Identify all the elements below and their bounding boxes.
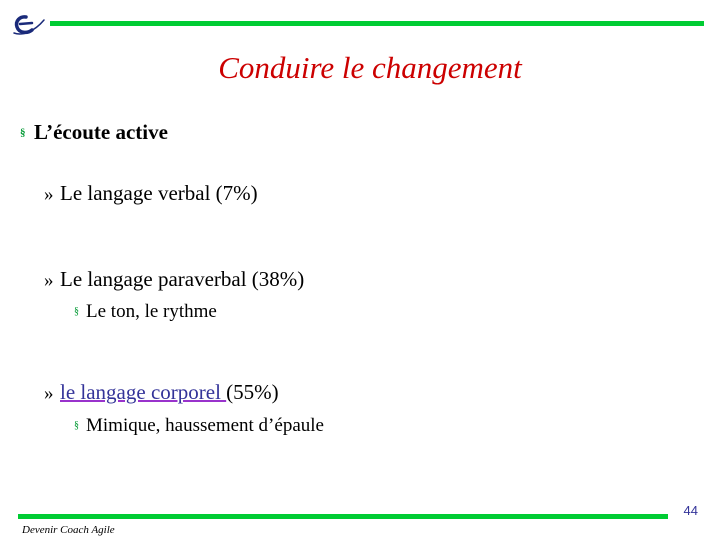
page-number: 44 bbox=[683, 503, 698, 518]
slide-title: Conduire le changement bbox=[218, 50, 522, 85]
sub-list-item-text: Le ton, le rythme bbox=[86, 301, 217, 322]
chevron-bullet-icon: » bbox=[44, 270, 54, 291]
square-bullet-icon: § bbox=[74, 306, 79, 317]
sub-list-item bbox=[74, 415, 324, 437]
square-bullet-icon: § bbox=[74, 420, 79, 431]
list-item-text: Le langage paraverbal (38%) bbox=[60, 267, 305, 291]
list-item bbox=[44, 267, 304, 292]
e-swirl-logo-icon bbox=[12, 12, 46, 38]
list-item bbox=[44, 380, 279, 405]
sub-list-item bbox=[74, 301, 217, 323]
list-item bbox=[44, 181, 258, 206]
chevron-bullet-icon: » bbox=[44, 184, 54, 205]
chevron-bullet-icon: » bbox=[44, 383, 54, 404]
list-item-text: (55%) bbox=[226, 380, 279, 404]
corporel-link[interactable]: le langage corporel bbox=[60, 380, 227, 404]
list-item-text: Le langage verbal (7%) bbox=[60, 181, 258, 205]
heading-bullet-item bbox=[20, 120, 168, 145]
sub-list-item-text: Mimique, haussement d’épaule bbox=[86, 415, 324, 436]
heading-text: L’écoute active bbox=[34, 120, 168, 144]
square-bullet-icon: § bbox=[20, 127, 26, 139]
footer-text: Devenir Coach Agile bbox=[22, 524, 115, 536]
bottom-divider bbox=[18, 514, 668, 519]
top-divider bbox=[50, 21, 704, 26]
